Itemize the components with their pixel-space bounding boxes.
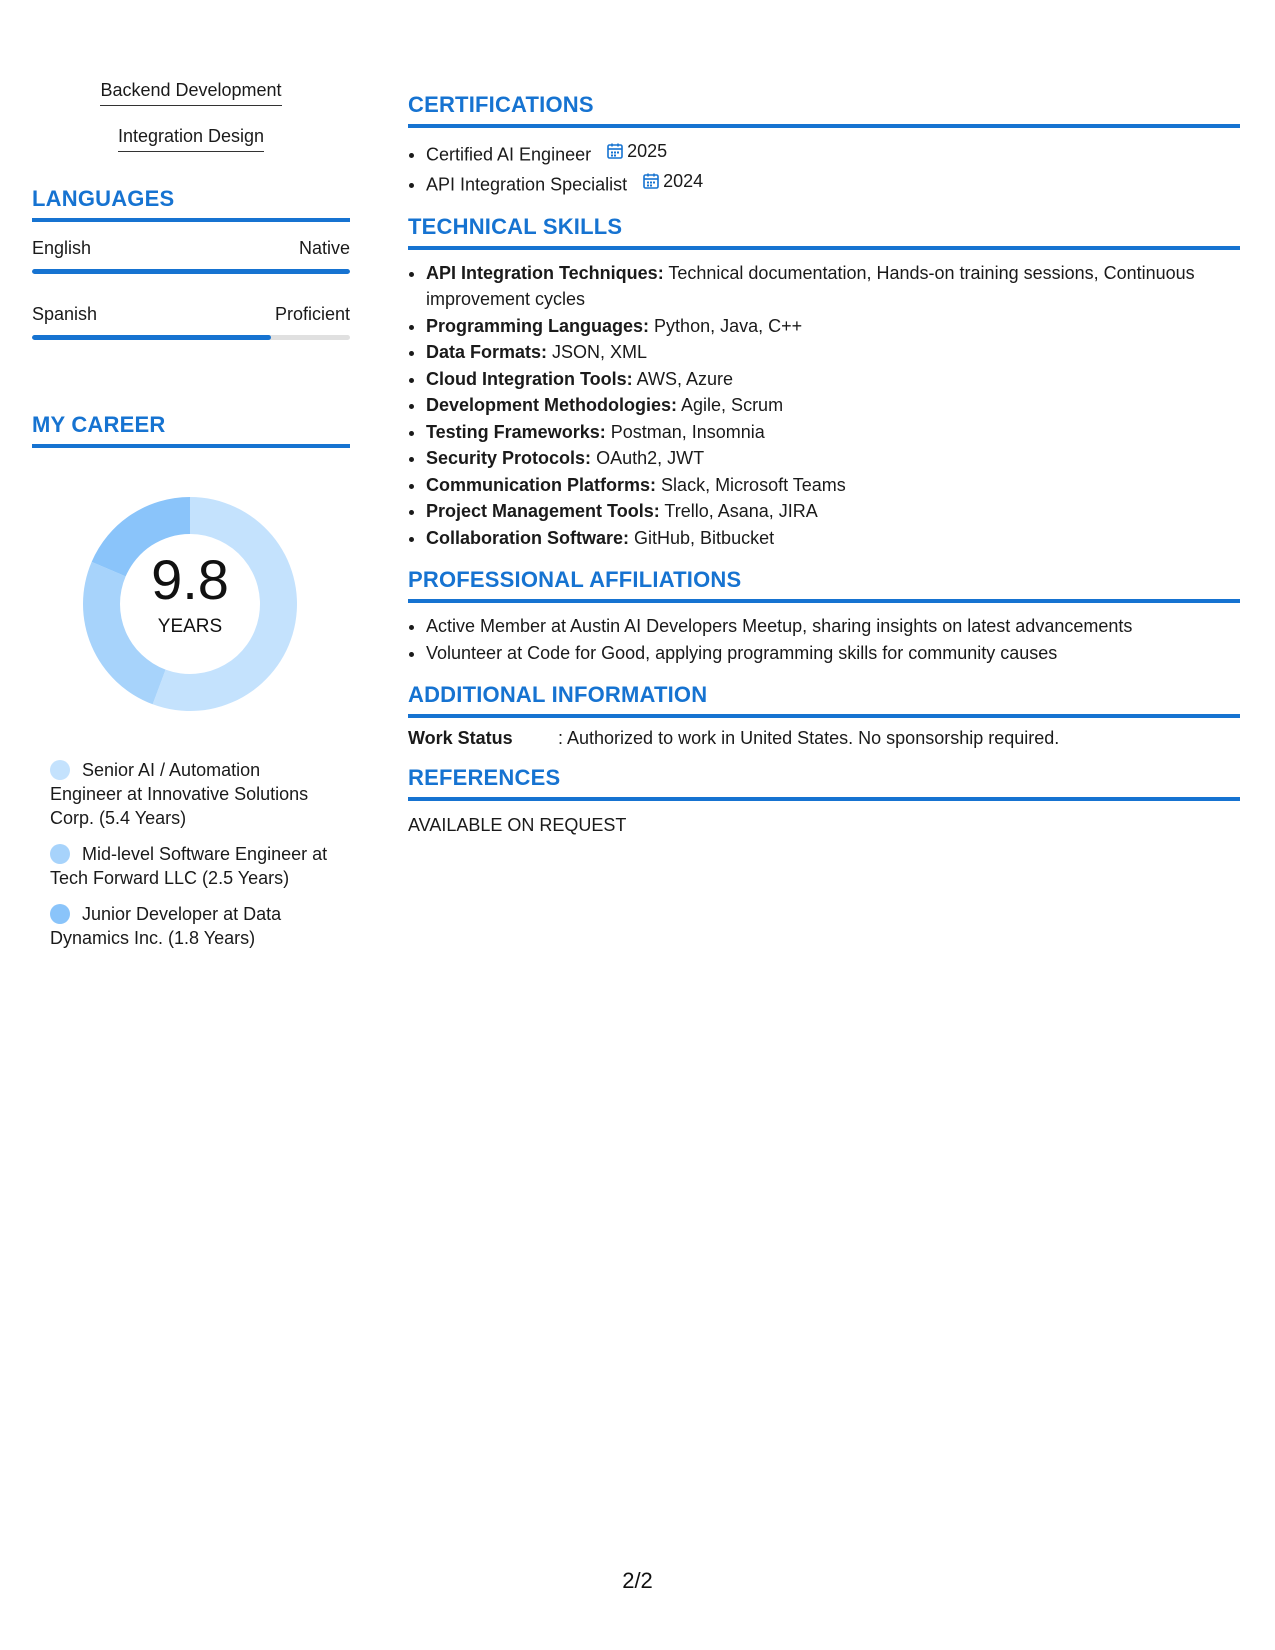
right-column [408,92,1240,852]
work-status-value: : Authorized to work in United States. No sponsorship required. [558,728,1060,748]
skill-item [426,498,1240,525]
languages-heading: LANGUAGES [32,186,350,222]
career-total-years: 9.8 [151,548,229,611]
skill-value: Trello, Asana, JIRA [664,501,818,521]
skill-value: JSON, XML [552,342,648,362]
additional-info-heading: ADDITIONAL INFORMATION [408,682,1240,718]
language-bar [32,269,350,274]
additional-info-section [408,682,1240,749]
skill-value: AWS, Azure [636,368,734,389]
legend-item [50,758,330,830]
references-text: AVAILABLE ON REQUEST [408,815,627,835]
legend-dot [50,844,70,864]
language-bar [32,335,350,340]
affiliations-list [408,613,1240,666]
certifications-list [408,138,1240,198]
career-total-unit: YEARS [157,616,223,637]
skill-label: Project Management Tools: [426,501,660,521]
skill-item [426,419,1240,446]
skill-tag-label: Backend Development [100,80,281,106]
references-heading: REFERENCES [408,765,1240,801]
legend-item [50,842,330,890]
skill-value: Technical documentation, Hands-on training sessions, Continuous improvement cycles [426,262,1195,309]
skill-item [426,313,1240,340]
work-status-label: Work Status [408,728,513,748]
skill-label: Collaboration Software: [426,527,630,548]
affiliations-heading: PROFESSIONAL AFFILIATIONS [408,567,1240,603]
skill-label: Communication Platforms: [426,474,657,495]
language-name: Spanish [32,304,98,324]
language-item-english [32,238,350,274]
language-level: Proficient [274,304,350,324]
technical-skills-section [408,214,1240,552]
calendar-icon [642,172,660,190]
skill-label: Programming Languages: [426,315,650,336]
affiliation-item: • Active Member at Austin AI Developers Meetup, sharing insights on latest advancements [426,613,1240,640]
skill-label: API Integration Techniques: [426,262,664,283]
certifications-heading: CERTIFICATIONS [408,92,1240,128]
skill-item [426,525,1240,552]
legend-label: Senior AI / Automation Engineer at Innovative Solutions Corp. (5.4 Years) [50,760,309,828]
certification-item [426,168,1240,198]
certification-year: 2025 [627,141,668,161]
technical-skills-list [408,260,1240,552]
career-donut-chart [70,484,310,724]
language-name: English [32,238,92,258]
affiliations-section [408,567,1240,666]
skill-value: Agile, Scrum [681,395,784,415]
career-legend [50,758,330,950]
skill-value: OAuth2, JWT [596,448,705,468]
skill-value: Postman, Insomnia [610,421,765,442]
skill-value: Python, Java, C++ [654,315,803,336]
skill-value: GitHub, Bitbucket [634,527,775,548]
skill-item [426,366,1240,393]
skill-item [426,472,1240,499]
page-number: 2/2 [622,1568,653,1593]
references-section [408,765,1240,836]
legend-dot [50,904,70,924]
skill-label: Data Formats: [426,342,548,362]
skill-tag [32,126,350,152]
language-bar-fill [32,335,271,340]
skill-item [426,445,1240,472]
certification-item [426,138,1240,168]
legend-dot [50,760,70,780]
skill-item [426,339,1240,366]
skill-label: Development Methodologies: [426,395,678,415]
technical-skills-heading: TECHNICAL SKILLS [408,214,1240,250]
certification-name: API Integration Specialist [426,174,628,194]
affiliation-item: • Volunteer at Code for Good, applying programming skills for community causes [426,640,1240,667]
skill-tag [32,80,350,106]
skill-value: Slack, Microsoft Teams [661,474,846,495]
skill-item [426,260,1240,313]
calendar-icon [606,142,624,160]
skill-label: Security Protocols: [426,448,592,468]
skill-item [426,392,1240,419]
skill-tag-label: Integration Design [118,126,264,152]
career-heading: MY CAREER [32,412,350,448]
certification-year: 2024 [663,170,704,191]
certification-name: Certified AI Engineer [426,144,592,165]
legend-label: Junior Developer at Data Dynamics Inc. (1.8 Years) [50,904,282,948]
legend-label: Mid-level Software Engineer at Tech Forward LLC (2.5 Years) [50,844,328,888]
language-bar-fill [32,269,350,274]
legend-item [50,902,330,950]
certifications-section [408,92,1240,198]
skill-label: Testing Frameworks: [426,421,606,442]
skill-label: Cloud Integration Tools: [426,368,633,389]
work-status-row [408,728,1240,749]
left-column [32,80,350,962]
language-level: Native [298,238,350,258]
language-item-spanish [32,304,350,340]
